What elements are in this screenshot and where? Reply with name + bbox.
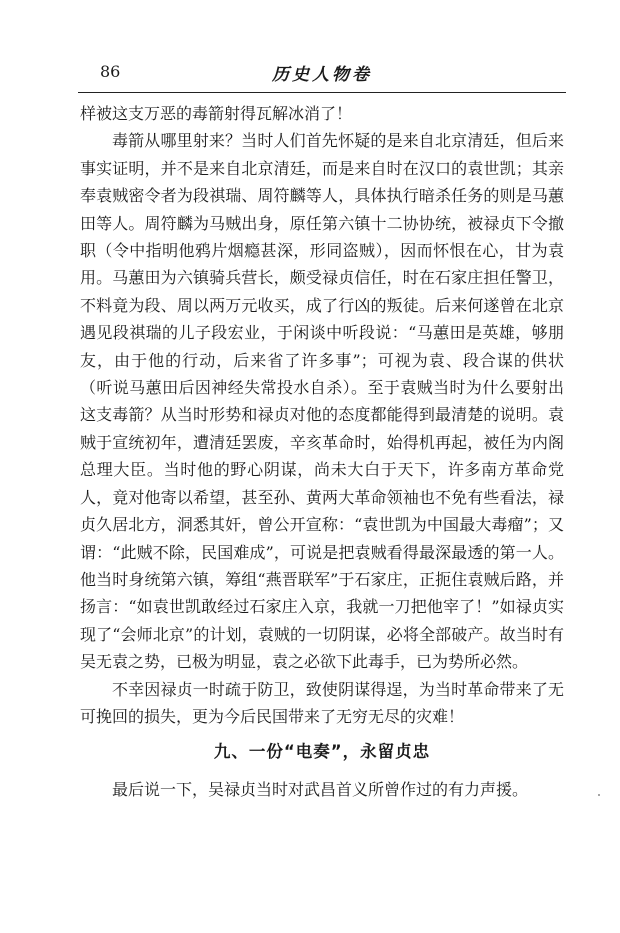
running-title: 历史人物卷 (272, 65, 372, 85)
paragraph: 毒箭从哪里射来？当时人们首先怀疑的是来自北京清廷，但后来事实证明，并不是来自北京清廷，而是来自时在汉口的袁世凯；其亲奉袁贼密令者为段祺瑞、周符麟等人，具体执行暗杀任务的则是马蕙田等人。周符麟为马贼出身，原任第六镇十二协协统，被禄贞下令撤职（令中指明他鸦片烟瘾甚深，形同盗贼），因而怀恨在心，甘为袁用。马蕙田为六镇骑兵营长，颇受禄贞信任，时在石家庄担任警卫，不料竟为段、周以两万元收买，成了行凶的叛徒。后来何遂曾在北京遇见段祺瑞的儿子段宏业，于闲谈中听段说：“马蕙田是英雄，够朋友，由于他的行动，后来省了许多事”；可视为袁、段合谋的供状（听说马蕙田后因神经失常投水自杀）。至于袁贼当时为什么要射出这支毒箭？从当时形势和禄贞对他的态度都能得到最清楚的说明。袁贼于宣统初年，遭清廷罢废，辛亥革命时，始得机再起，被任为内阁总理大臣。当时他的野心阴谋，尚未大白于天下，许多南方革命党人，竟对他寄以希望，甚至孙、黄两大革命领袖也不免有些看法，禄贞久居北方，洞悉其奸，曾公开宣称：“袁世凯为中国最大毒瘤”；又谓：“此贼不除，民国难成”，可说是把袁贼看得最深最透的第一人。他当时身统第六镇，筹组“燕晋联军”于石家庄，正扼住袁贼后路，并扬言：“如袁世凯敢经过石家庄入京，我就一刀把他宰了！”如禄贞实现了“会师北京”的计划，袁贼的一切阴谋，必将全部破产。故当时有吴无袁之势，已极为明显，袁之必欲下此毒手，已为势所必然。 (80, 131, 564, 672)
body-text (80, 100, 564, 803)
scan-speck (598, 794, 600, 796)
page-number: 86 (100, 62, 121, 81)
paragraph: 最后说一下，吴禄贞当时对武昌首义所曾作过的有力声援。 (112, 779, 529, 799)
header-rule (78, 92, 566, 93)
paragraph-continued: 样被这支万恶的毒箭射得瓦解冰消了！ (80, 104, 353, 123)
paragraph: 不幸因禄贞一时疏于防卫，致使阴谋得逞，为当时革命带来了无可挽回的损失，更为今后民国带来了无穷无尽的灾难！ (80, 679, 564, 726)
page-header (78, 52, 566, 92)
section-heading: 九、一份“电奏”，永留贞忠 (213, 742, 431, 762)
